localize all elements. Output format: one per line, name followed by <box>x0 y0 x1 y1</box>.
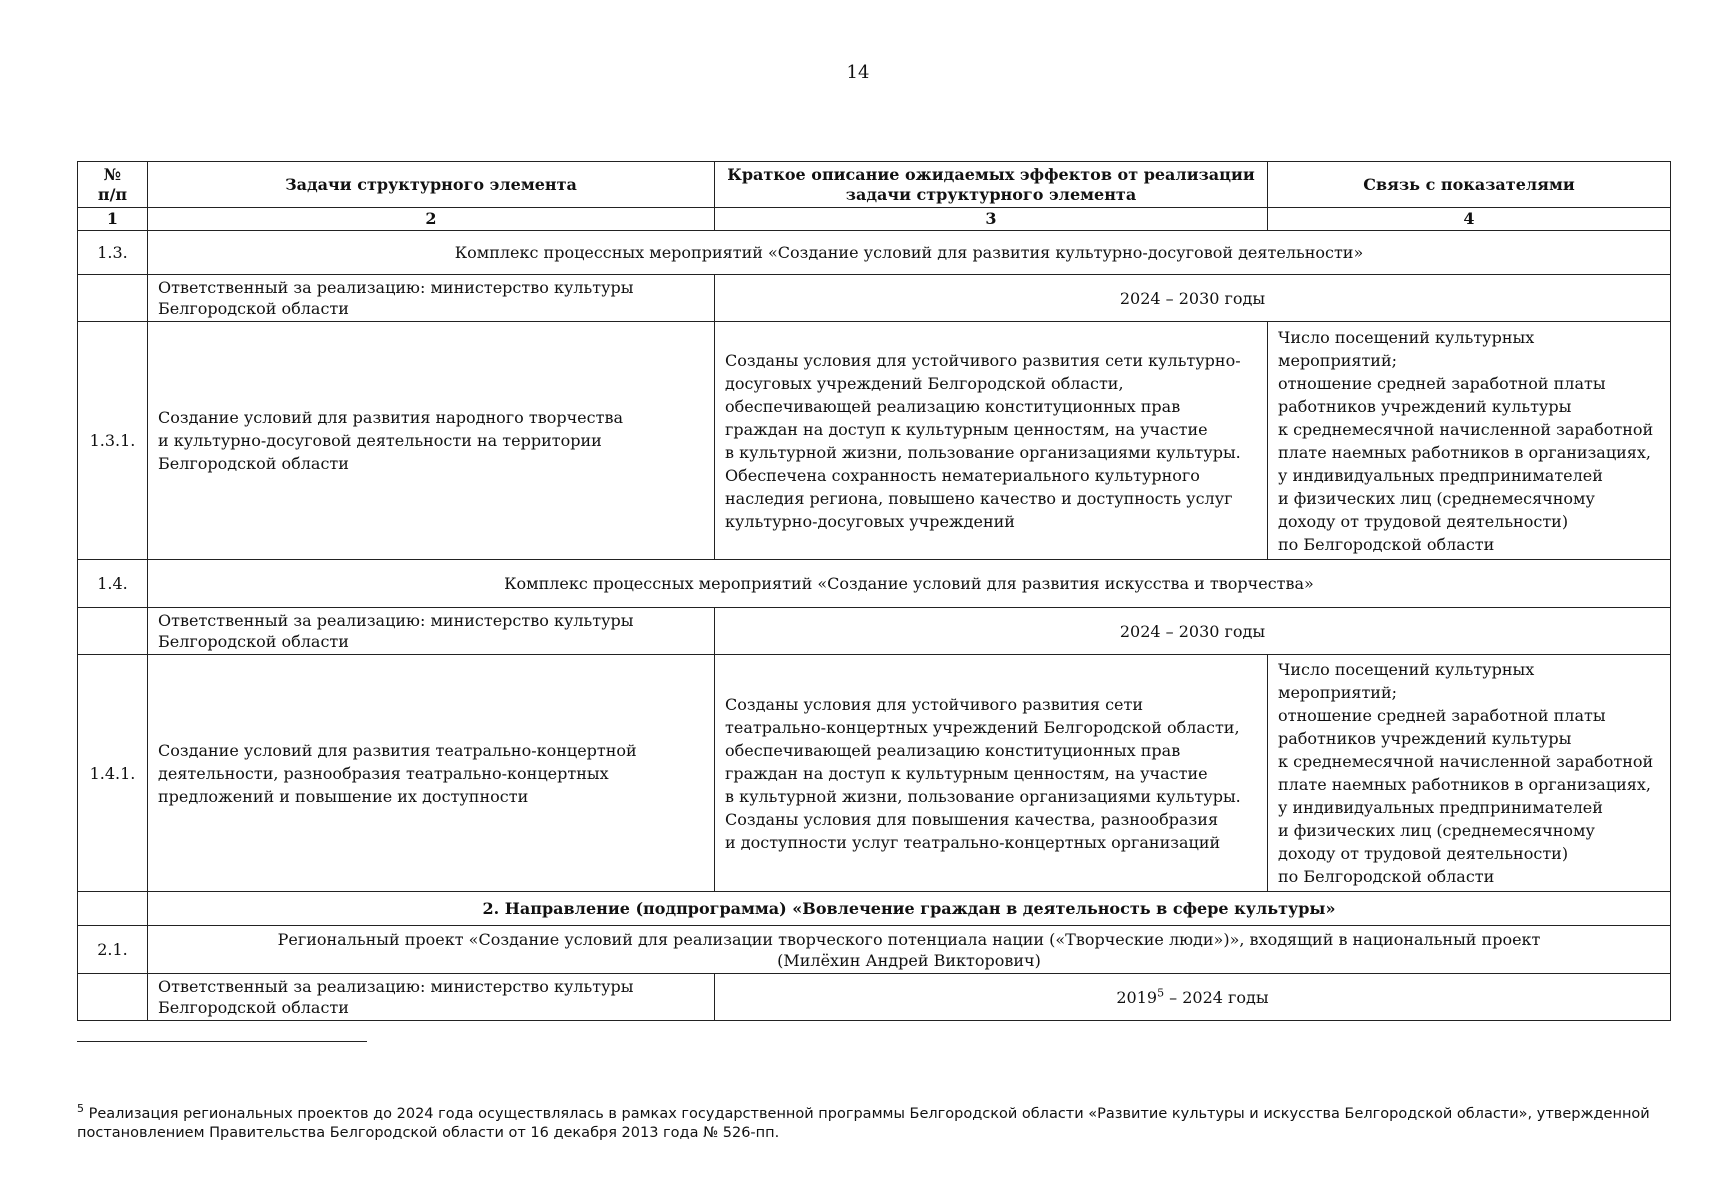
effects-text: Созданы условия для устойчивого развития сети театрально-концертных учреждений Белгородской области, обеспечивающей реализацию конституционных прав граждан на доступ к культурным ценностям, на участие в культурной жизни, пользование организациями культуры. Созданы условия для повышения качества, разнообразия и доступности услуг театрально-концертных организаций <box>715 655 1268 892</box>
responsible-text: Ответственный за реализацию: министерство культуры Белгородской области <box>148 275 715 322</box>
task-text: Создание условий для развития театрально-концертной деятельности, разнообразия театрально-концертных предложений и повышение их доступности <box>148 655 715 892</box>
column-number: 1 <box>78 208 148 231</box>
footnote-marker: 5 <box>77 1102 84 1116</box>
column-number: 3 <box>715 208 1268 231</box>
header-number: № п/п <box>78 162 148 208</box>
section-row <box>78 560 1671 608</box>
row-number: 1.4. <box>78 560 148 608</box>
row-number-empty <box>78 892 148 926</box>
section-row <box>78 926 1671 974</box>
row-number-empty <box>78 608 148 655</box>
header-indicators: Связь с показателями <box>1268 162 1671 208</box>
section-title: Комплекс процессных мероприятий «Создание условий для развития культурно-досуговой деятельности» <box>148 231 1671 275</box>
footnote-separator <box>77 1041 367 1042</box>
column-number: 4 <box>1268 208 1671 231</box>
measures-table <box>77 161 1671 1021</box>
indicators-text: Число посещений культурных мероприятий; отношение средней заработной платы работников учреждений культуры к среднемесячной начисленной заработной плате наемных работников в организациях, у индивидуальных предпринимателей и физических лиц (среднемесячному доходу от трудовой деятельности) по Белгородской области <box>1268 655 1671 892</box>
column-numbers-row <box>78 208 1671 231</box>
period-text: 2024 – 2030 годы <box>715 608 1671 655</box>
row-number: 1.3. <box>78 231 148 275</box>
responsible-row <box>78 608 1671 655</box>
section-row <box>78 231 1671 275</box>
section-title: Комплекс процессных мероприятий «Создание условий для развития искусства и творчества» <box>148 560 1671 608</box>
task-row <box>78 322 1671 560</box>
column-number: 2 <box>148 208 715 231</box>
task-text: Создание условий для развития народного творчества и культурно-досуговой деятельности на территории Белгородской области <box>148 322 715 560</box>
row-number-empty <box>78 275 148 322</box>
responsible-text: Ответственный за реализацию: министерство культуры Белгородской области <box>148 974 715 1021</box>
header-effects: Краткое описание ожидаемых эффектов от реализации задачи структурного элемента <box>715 162 1268 208</box>
footnote <box>77 1102 1670 1143</box>
row-number: 2.1. <box>78 926 148 974</box>
header-row <box>78 162 1671 208</box>
row-number: 1.4.1. <box>78 655 148 892</box>
direction-row <box>78 892 1671 926</box>
responsible-row <box>78 974 1671 1021</box>
period-text: 2024 – 2030 годы <box>715 275 1671 322</box>
footnote-text: Реализация региональных проектов до 2024 года осуществлялась в рамках государственной программы Белгородской области «Развитие культуры и искусства Белгородской области», утвержденной постановлением Правительства Белгородской области от 16 декабря 2013 года № 526-пп. <box>77 1106 1650 1141</box>
effects-text: Созданы условия для устойчивого развития сети культурно- досуговых учреждений Белгородской области, обеспечивающей реализацию конституционных прав граждан на доступ к культурным ценностям, на участие в культурной жизни, пользование организациями культуры. Обеспечена сохранность нематериального культурного наследия региона, повышено качество и доступность услуг культурно-досуговых учреждений <box>715 322 1268 560</box>
row-number: 1.3.1. <box>78 322 148 560</box>
page-number: 14 <box>846 62 870 83</box>
header-tasks: Задачи структурного элемента <box>148 162 715 208</box>
period-end: – 2024 годы <box>1164 987 1269 1007</box>
period-start: 2019 <box>1116 987 1158 1007</box>
task-row <box>78 655 1671 892</box>
row-number-empty <box>78 974 148 1021</box>
period-text <box>715 974 1671 1021</box>
section-title: Региональный проект «Создание условий для реализации творческого потенциала нации («Творческие люди»)», входящий в национальный проект (Милёхин Андрей Викторович) <box>148 926 1671 974</box>
indicators-text: Число посещений культурных мероприятий; отношение средней заработной платы работников учреждений культуры к среднемесячной начисленной заработной плате наемных работников в организациях, у индивидуальных предпринимателей и физических лиц (среднемесячному доходу от трудовой деятельности) по Белгородской области <box>1268 322 1671 560</box>
direction-title: 2. Направление (подпрограмма) «Вовлечение граждан в деятельность в сфере культуры» <box>148 892 1671 926</box>
responsible-text: Ответственный за реализацию: министерство культуры Белгородской области <box>148 608 715 655</box>
footnote-reference: 5 <box>1157 986 1165 1000</box>
responsible-row <box>78 275 1671 322</box>
